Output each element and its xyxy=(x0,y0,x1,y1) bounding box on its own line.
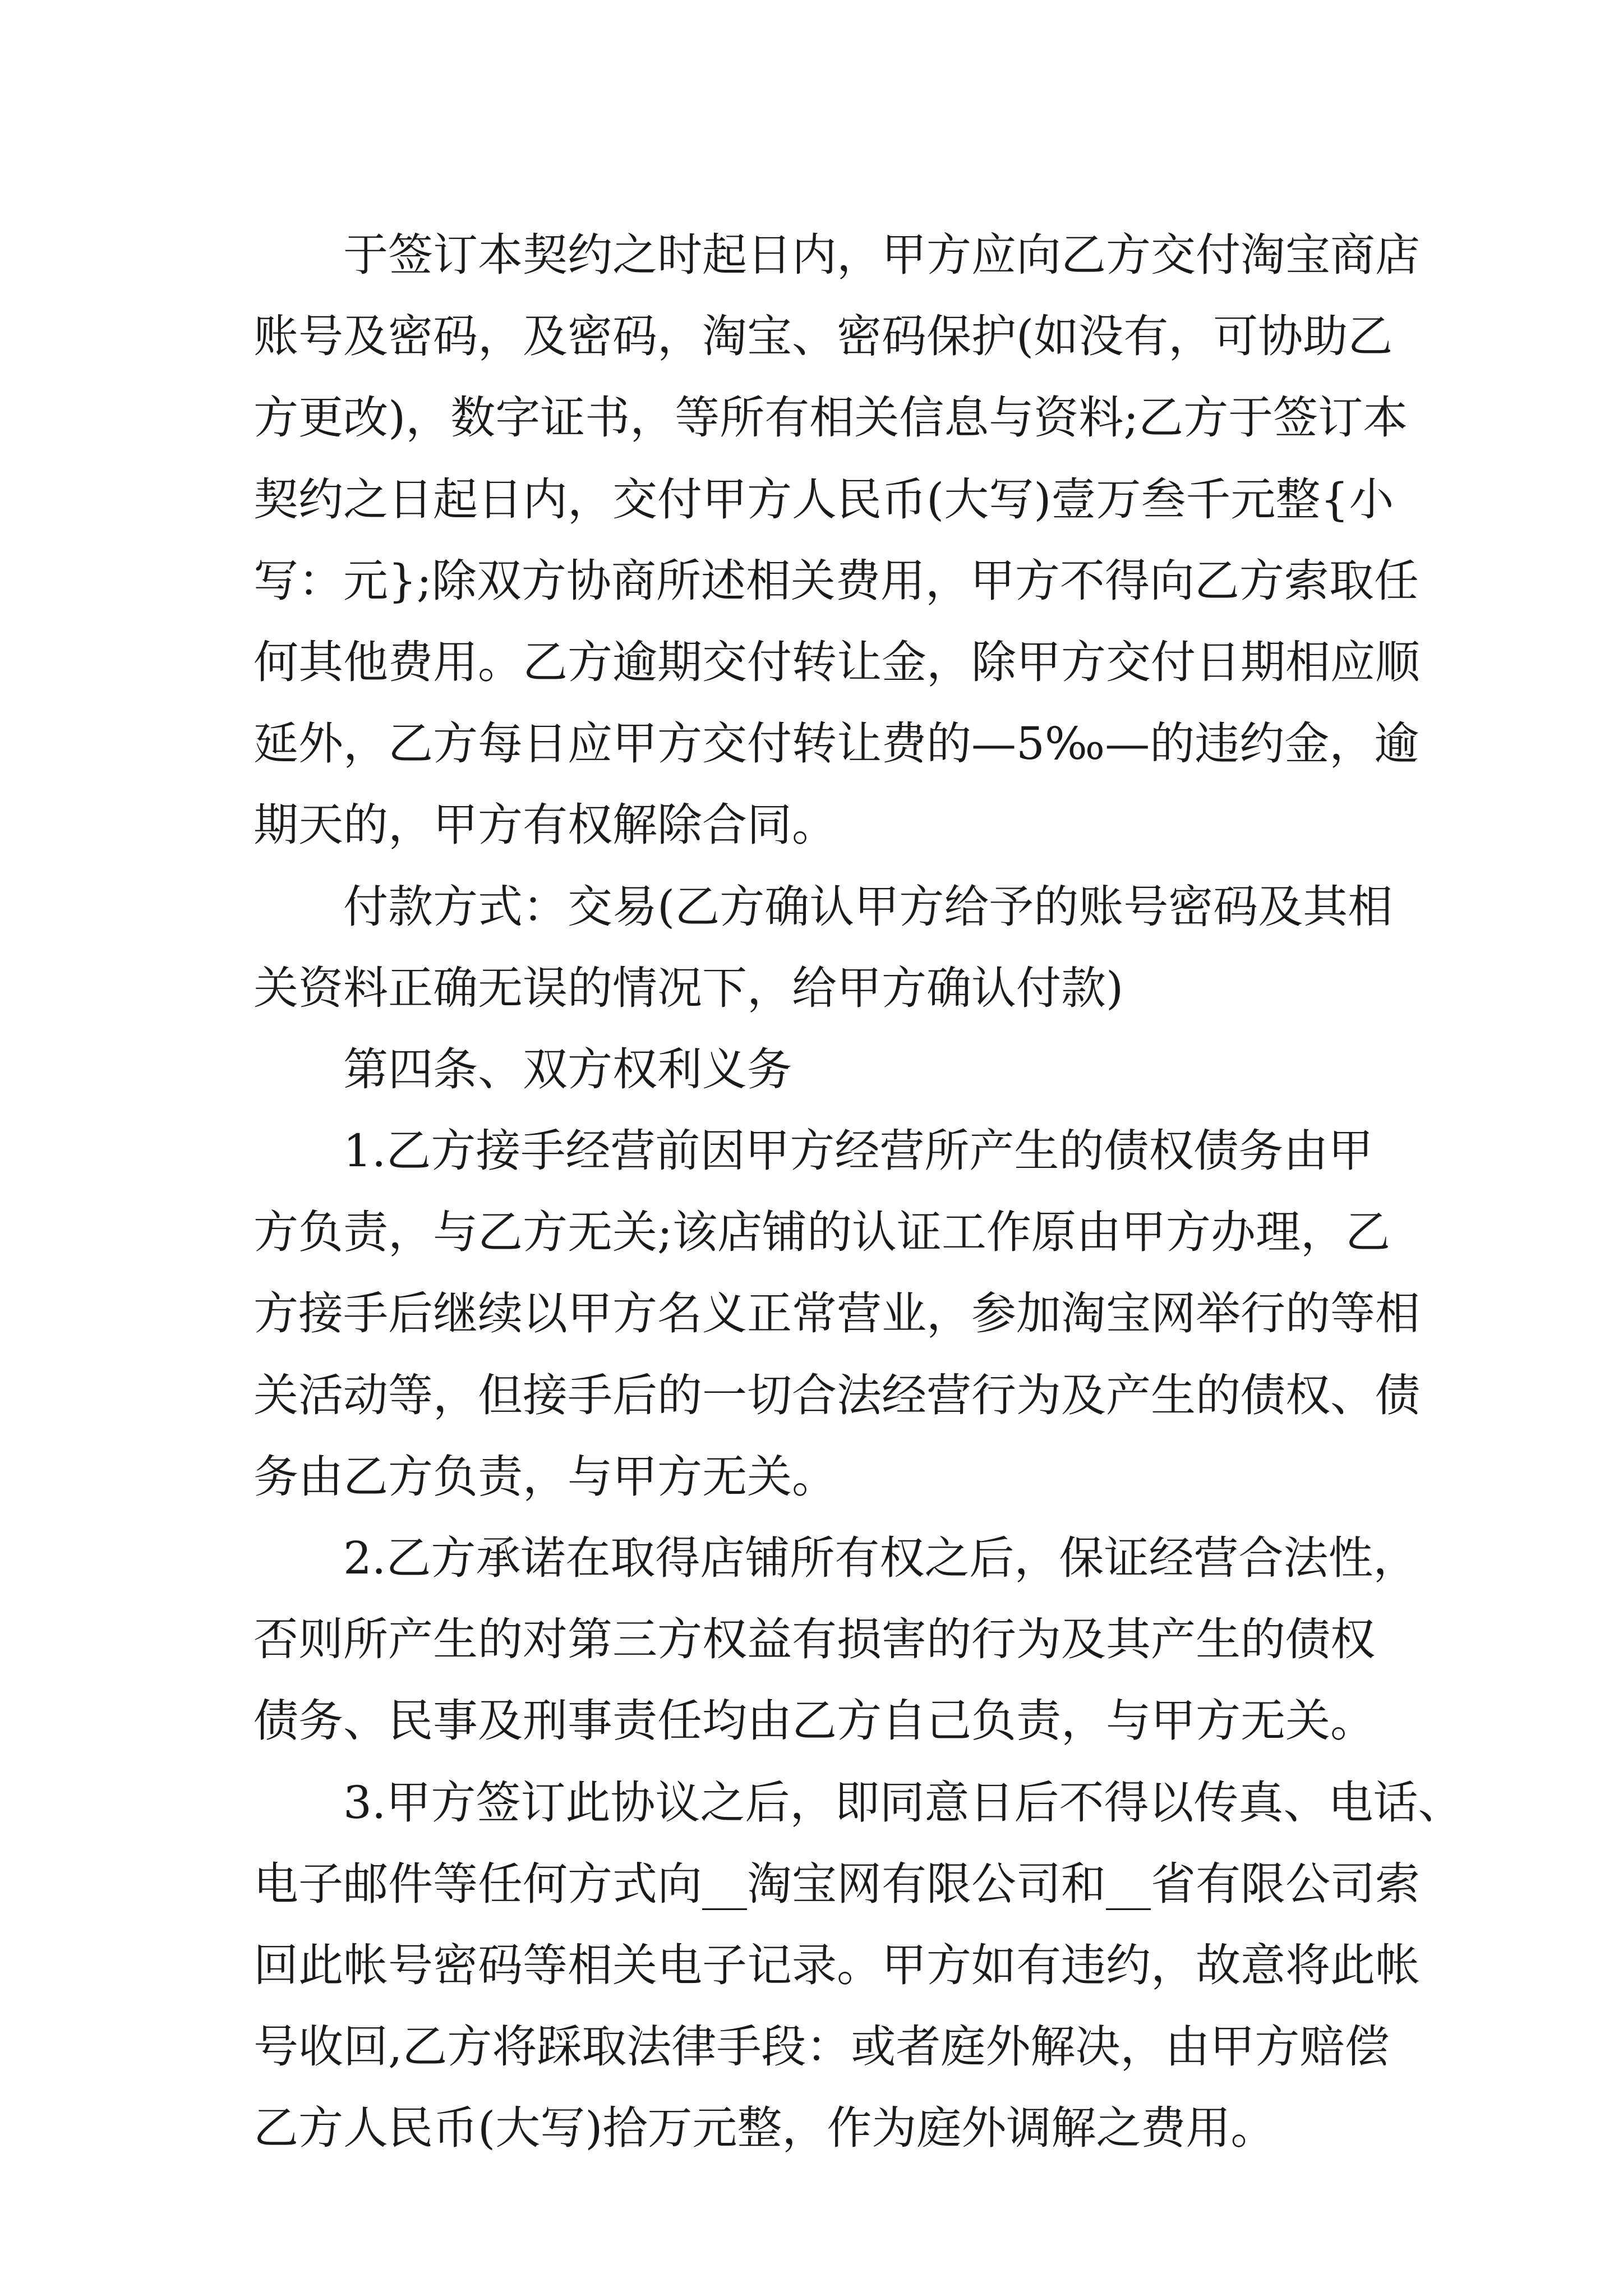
clause-3 xyxy=(253,1762,1463,2169)
text-line: 关资料正确无误的情况下，给甲方确认付款) xyxy=(253,961,1124,1014)
text-line: 乙方人民币(大写)拾万元整，作为庭外调解之费用。 xyxy=(253,2102,1276,2155)
text-line: 付款方式：交易(乙方确认甲方给予的账号密码及其相 xyxy=(343,880,1393,933)
text-line: 电子邮件等任何方式向__淘宝网有限公司和__省有限公司索 xyxy=(253,1857,1420,1910)
text-line: 何其他费用。乙方逾期交付转让金，除甲方交付日期相应顺 xyxy=(253,636,1420,688)
text-line: 方负责，与乙方无关;该店铺的认证工作原由甲方办理，乙 xyxy=(253,1206,1390,1259)
section-heading-article-4 xyxy=(253,1029,1409,1110)
text-line: 否则所产生的对第三方权益有损害的行为及其产生的债权 xyxy=(253,1613,1375,1666)
text-line: 号收回,乙方将踩取法律手段：或者庭外解决，由甲方赔偿 xyxy=(253,2021,1390,2073)
text-line: 方更改)，数字证书，等所有相关信息与资料;乙方于签订本 xyxy=(253,392,1408,444)
text-line: 于签订本契约之时起日内，甲方应向乙方交付淘宝商店 xyxy=(343,229,1420,281)
text-line: 期天的，甲方有权解除合同。 xyxy=(253,799,837,852)
text-line: 回此帐号密码等相关电子记录。甲方如有违约，故意将此帐 xyxy=(253,1939,1420,1991)
text-line: 方接手后继续以甲方名义正常营业，参加淘宝网举行的等相 xyxy=(253,1287,1420,1340)
clause-2 xyxy=(253,1517,1418,1762)
text-line: 3.甲方签订此协议之后，即同意日后不得以传真、电话、 xyxy=(343,1776,1463,1829)
text-line: 1.乙方接手经营前因甲方经营所产生的债权债务由甲 xyxy=(343,1125,1373,1177)
paragraph-payment-method xyxy=(253,866,1409,1029)
document-body xyxy=(253,214,1463,2169)
text-line: 延外，乙方每日应甲方交付转让费的—5‰—的违约金，逾 xyxy=(253,717,1419,770)
clause-1 xyxy=(253,1110,1420,1517)
text-line: 2.乙方承诺在取得店铺所有权之后，保证经营合法性， xyxy=(343,1532,1418,1584)
section-heading: 第四条、双方权利义务 xyxy=(343,1043,792,1096)
text-line: 写：元};除双方协商所述相关费用，甲方不得向乙方索取任 xyxy=(253,554,1419,607)
text-line: 关活动等，但接手后的一切合法经营行为及产生的债权、债 xyxy=(253,1369,1420,1421)
text-line: 账号及密码，及密码，淘宝、密码保护(如没有，可协助乙 xyxy=(253,310,1393,363)
text-line: 务由乙方负责，与甲方无关。 xyxy=(253,1450,837,1503)
text-line: 债务、民事及刑事责任均由乙方自己负责，与甲方无关。 xyxy=(253,1695,1375,1747)
paragraph-delivery-terms xyxy=(253,214,1420,866)
text-line: 契约之日起日内，交付甲方人民币(大写)壹万叁千元整{小 xyxy=(253,473,1394,526)
